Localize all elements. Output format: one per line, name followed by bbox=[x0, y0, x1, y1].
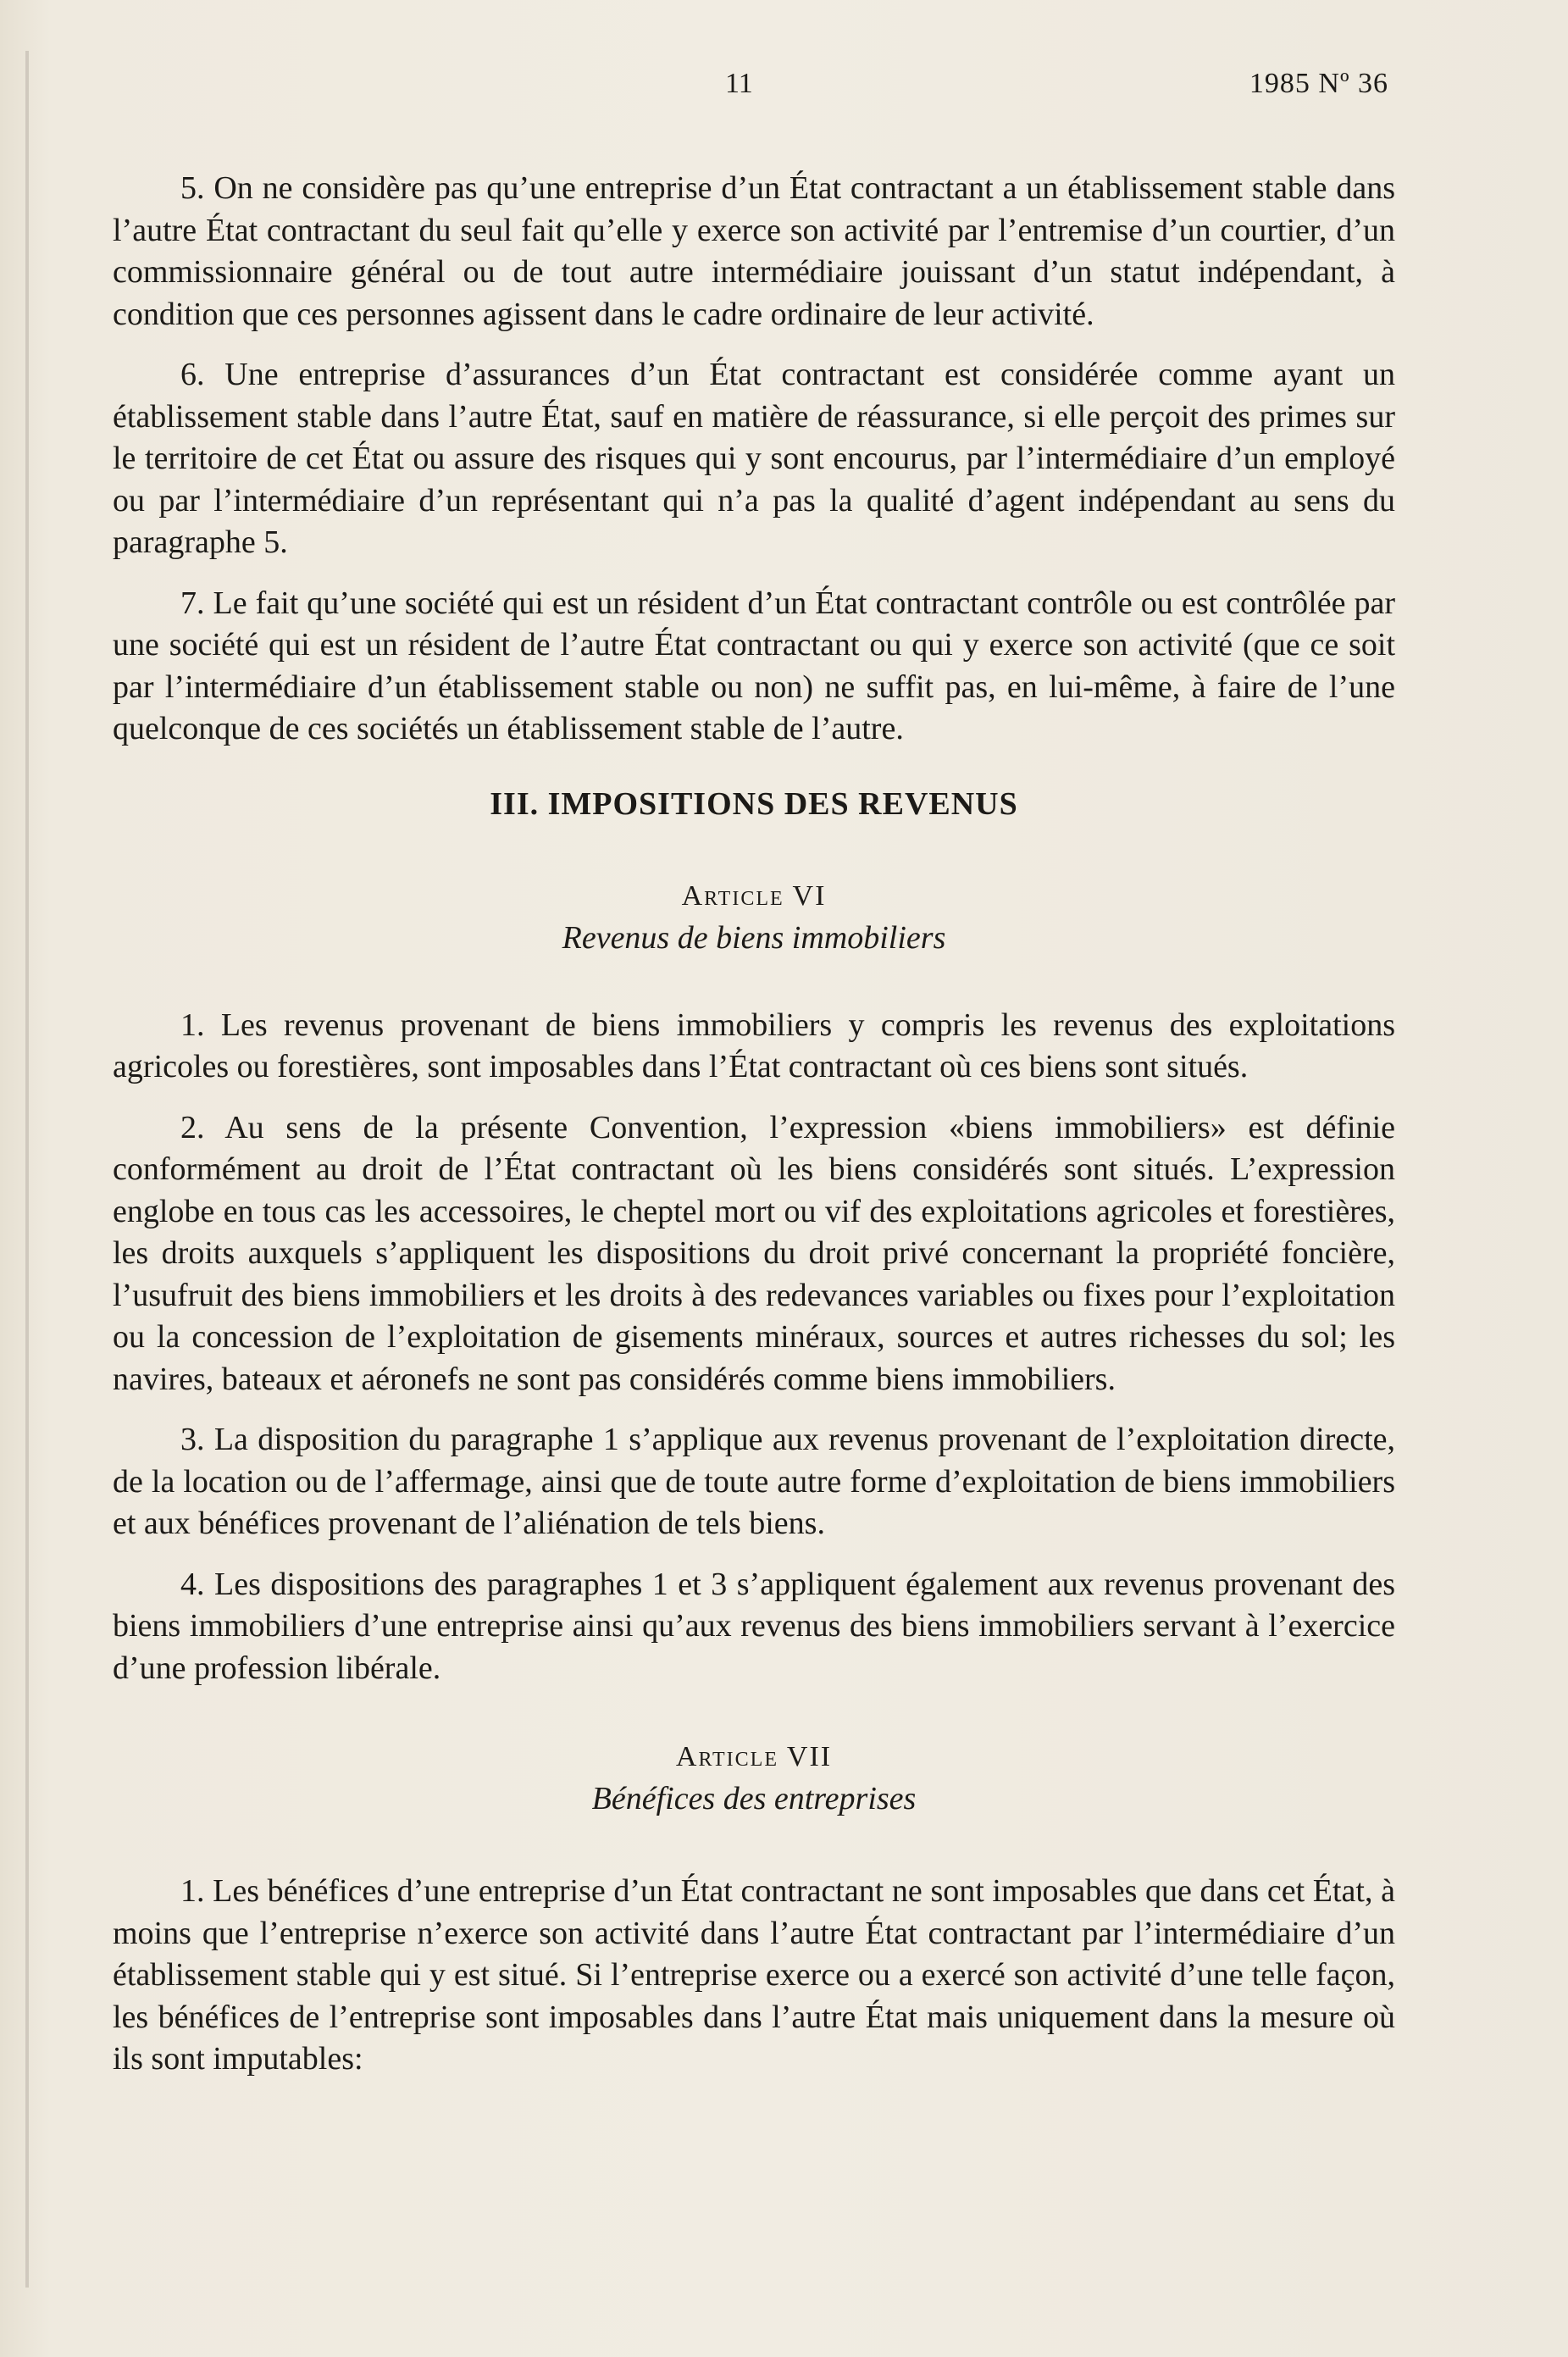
article-7-heading: Article VII bbox=[675, 1741, 833, 1772]
article-6-paragraph-2: 2. Au sens de la présente Convention, l’expression «biens immobiliers» est définie conformément au droit de l’État contractant où les biens considérés sont situés. L’expression englobe en tous cas les accessoires, le cheptel mort ou vif des exploitations agricoles et forestières, les droits auxquels s’appliquent les dispositions du droit privé concernant la propriété foncière, l’usufruit des biens immobiliers et les droits à des redevances variables ou fixes pour l’exploitation ou la concession de l’exploitation de gisements minéraux, sources et autres richesses du sol; les navires, bateaux et aéronefs ne sont pas considérés comme biens immobiliers. bbox=[113, 1109, 1395, 1397]
section-title: III. IMPOSITIONS DES REVENUS bbox=[490, 785, 1018, 822]
article-6-paragraph-1: 1. Les revenus provenant de biens immobiliers y compris les revenus des exploitations agricoles ou forestières, sont imposables dans l’État contractant où ces biens sont situés. bbox=[113, 1007, 1395, 1084]
paragraph-6: 6. Une entreprise d’assurances d’un État contractant est considérée comme ayant un établissement stable dans l’autre État, sauf en matière de réassurance, si elle perçoit des primes sur le territoire de cet État ou assure des risques qui y sont encourus, par l’intermédiaire d’un employé ou par l’intermédiaire d’un représentant qui n’a pas la qualité d’agent indépendant au sens du paragraphe 5. bbox=[113, 357, 1395, 560]
article-6-paragraph-4: 4. Les dispositions des paragraphes 1 et 3 s’appliquent également aux revenus provenant des biens immobiliers d’une entreprise ainsi qu’aux revenus des biens immobiliers servant à l’exercice d’une profession libérale. bbox=[113, 1566, 1395, 1686]
page-number: 11 bbox=[725, 68, 753, 99]
journal-reference: 1985 Nº 36 bbox=[1249, 68, 1388, 99]
binding-edge bbox=[25, 51, 29, 2288]
page-body bbox=[113, 168, 1395, 2099]
article-6-subtitle: Revenus de biens immobiliers bbox=[562, 919, 946, 956]
article-6-heading: Article VI bbox=[681, 879, 827, 912]
article-7-paragraph-1: 1. Les bénéfices d’une entreprise d’un État contractant ne sont imposables que dans cet État, à moins que l’entreprise n’exerce son activité dans l’autre État contractant par l’intermédiaire d’un établissement stable qui y est situé. Si l’entreprise exerce ou a exercé son activité d’une telle façon, les bénéfices de l’entreprise sont imposables dans l’autre État mais uniquement dans la mesure où ils sont imputables: bbox=[113, 1873, 1395, 2077]
article-6-paragraph-3: 3. La disposition du paragraphe 1 s’applique aux revenus provenant de l’exploitation directe, de la location ou de l’affermage, ainsi que de toute autre forme d’exploitation de biens immobiliers et aux bénéfices provenant de l’aliénation de tels biens. bbox=[113, 1422, 1395, 1541]
page-header bbox=[0, 68, 1568, 110]
paragraph-5: 5. On ne considère pas qu’une entreprise d’un État contractant a un établissement stable dans l’autre État contractant du seul fait qu’elle y exerce son activité par l’entremise d’un courtier, d’un commissionnaire général ou de tout autre intermédiaire jouissant d’un statut indépendant, à condition que ces personnes agissent dans le cadre ordinaire de leur activité. bbox=[113, 170, 1395, 332]
paragraph-7: 7. Le fait qu’une société qui est un résident d’un État contractant contrôle ou est contrôlée par une société qui est un résident de l’autre État contractant ou qui y exerce son activité (que ce soit par l’intermédiaire d’un établissement stable ou non) ne suffit pas, en lui-même, à faire de l’une quelconque de ces sociétés un établissement stable de l’autre. bbox=[113, 585, 1395, 746]
article-7-subtitle: Bénéfices des entreprises bbox=[591, 1781, 917, 1816]
